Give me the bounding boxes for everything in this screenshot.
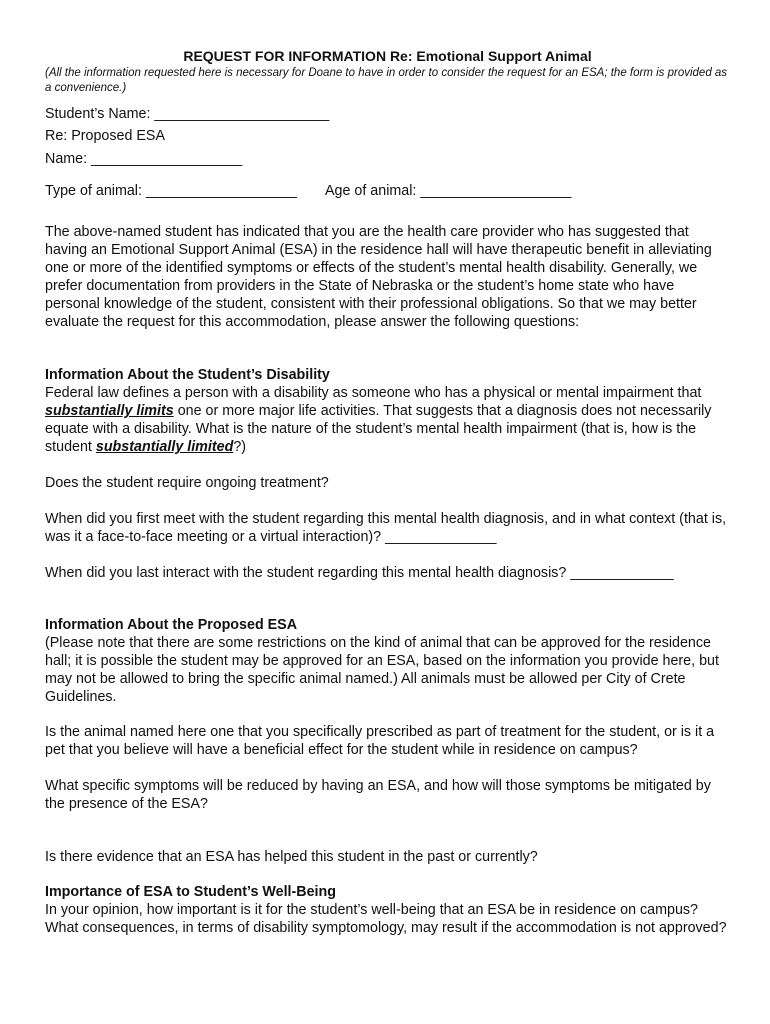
- question-first-meet: [45, 510, 730, 546]
- emphasis-text: substantially limits: [45, 403, 174, 419]
- section-student-disability: [45, 366, 730, 456]
- text-run: one or more major life activities. That suggests that a diagnosis does not necessarily equate with a disability. What is the nature of the student’s mental health impairment (that is, how is the student: [45, 403, 712, 455]
- section-importance: [45, 883, 730, 937]
- section-proposed-esa: [45, 616, 730, 706]
- section-heading: Information About the Student’s Disability: [45, 367, 330, 383]
- form-title: REQUEST FOR INFORMATION Re: Emotional Support Animal: [183, 48, 592, 64]
- animal-name-field: Name: ___________________: [45, 151, 243, 167]
- question-text: When did you first meet with the student regarding this mental health diagnosis, and in what context (that is, was it a face-to-face meeting or a virtual interaction)? ______________: [45, 511, 727, 545]
- question-text: When did you last interact with the student regarding this mental health diagnosis? _____________: [45, 565, 674, 581]
- age-of-animal-field: Age of animal: ___________________: [325, 183, 572, 199]
- question-prescribed-or-pet: [45, 723, 730, 759]
- paragraph-text: The above-named student has indicated that you are the health care provider who has suggested that having an Emotional Support Animal (ESA) in the residence hall will have therapeutic benefit in alleviating one or more of the identified symptoms or effects of the student’s mental health disability. Generally, we prefer documentation from providers in the State of Nebraska or the student’s home state who have personal knowledge of the student, consistent with their professional obligations. So that we may better evaluate the request for this accommodation, please answer the following questions:: [45, 224, 712, 330]
- question-text: Does the student require ongoing treatment?: [45, 475, 329, 491]
- question-evidence: [45, 848, 730, 866]
- question-text: Is there evidence that an ESA has helped this student in the past or currently?: [45, 849, 538, 865]
- student-name-field: Student’s Name: ______________________: [45, 106, 330, 122]
- section-heading: Information About the Proposed ESA: [45, 617, 298, 633]
- text-run: ?): [233, 439, 247, 455]
- importance-text: In your opinion, how important is it for the student’s well-being that an ESA be in residence on campus? What consequences, in terms of disability symptomology, may result if the accommodation is not approved?: [45, 902, 727, 936]
- question-text: Is the animal named here one that you specifically prescribed as part of treatment for the student, or is it a pet that you believe will have a beneficial effect for the student while in residence on campus?: [45, 724, 715, 758]
- intro-note: (All the information requested here is necessary for Doane to have in order to consider the request for an ESA; the form is provided as a convenience.): [45, 67, 728, 94]
- type-of-animal-field: Type of animal: ___________________: [45, 183, 297, 199]
- esa-note: (Please note that there are some restrictions on the kind of animal that can be approved for the residence hall; it is possible the student may be approved for an ESA, based on the information you provide here, but may not be allowed to bring the specific animal named.) All animals must be allowed per City of Crete Guidelines.: [45, 635, 719, 705]
- question-symptoms: [45, 777, 730, 813]
- question-last-interact: [45, 564, 730, 582]
- text-run: Federal law defines a person with a disability as someone who has a physical or mental impairment that: [45, 385, 702, 401]
- intro-paragraph: [45, 223, 730, 331]
- disability-paragraph: [45, 384, 730, 456]
- emphasis-text: substantially limited: [95, 439, 234, 455]
- question-text: What specific symptoms will be reduced by having an ESA, and how will those symptoms be mitigated by the presence of the ESA?: [45, 778, 711, 812]
- re-proposed-esa-label: Re: Proposed ESA: [45, 128, 166, 144]
- question-ongoing-treatment: [45, 474, 730, 492]
- section-heading: Importance of ESA to Student’s Well-Being: [45, 884, 336, 900]
